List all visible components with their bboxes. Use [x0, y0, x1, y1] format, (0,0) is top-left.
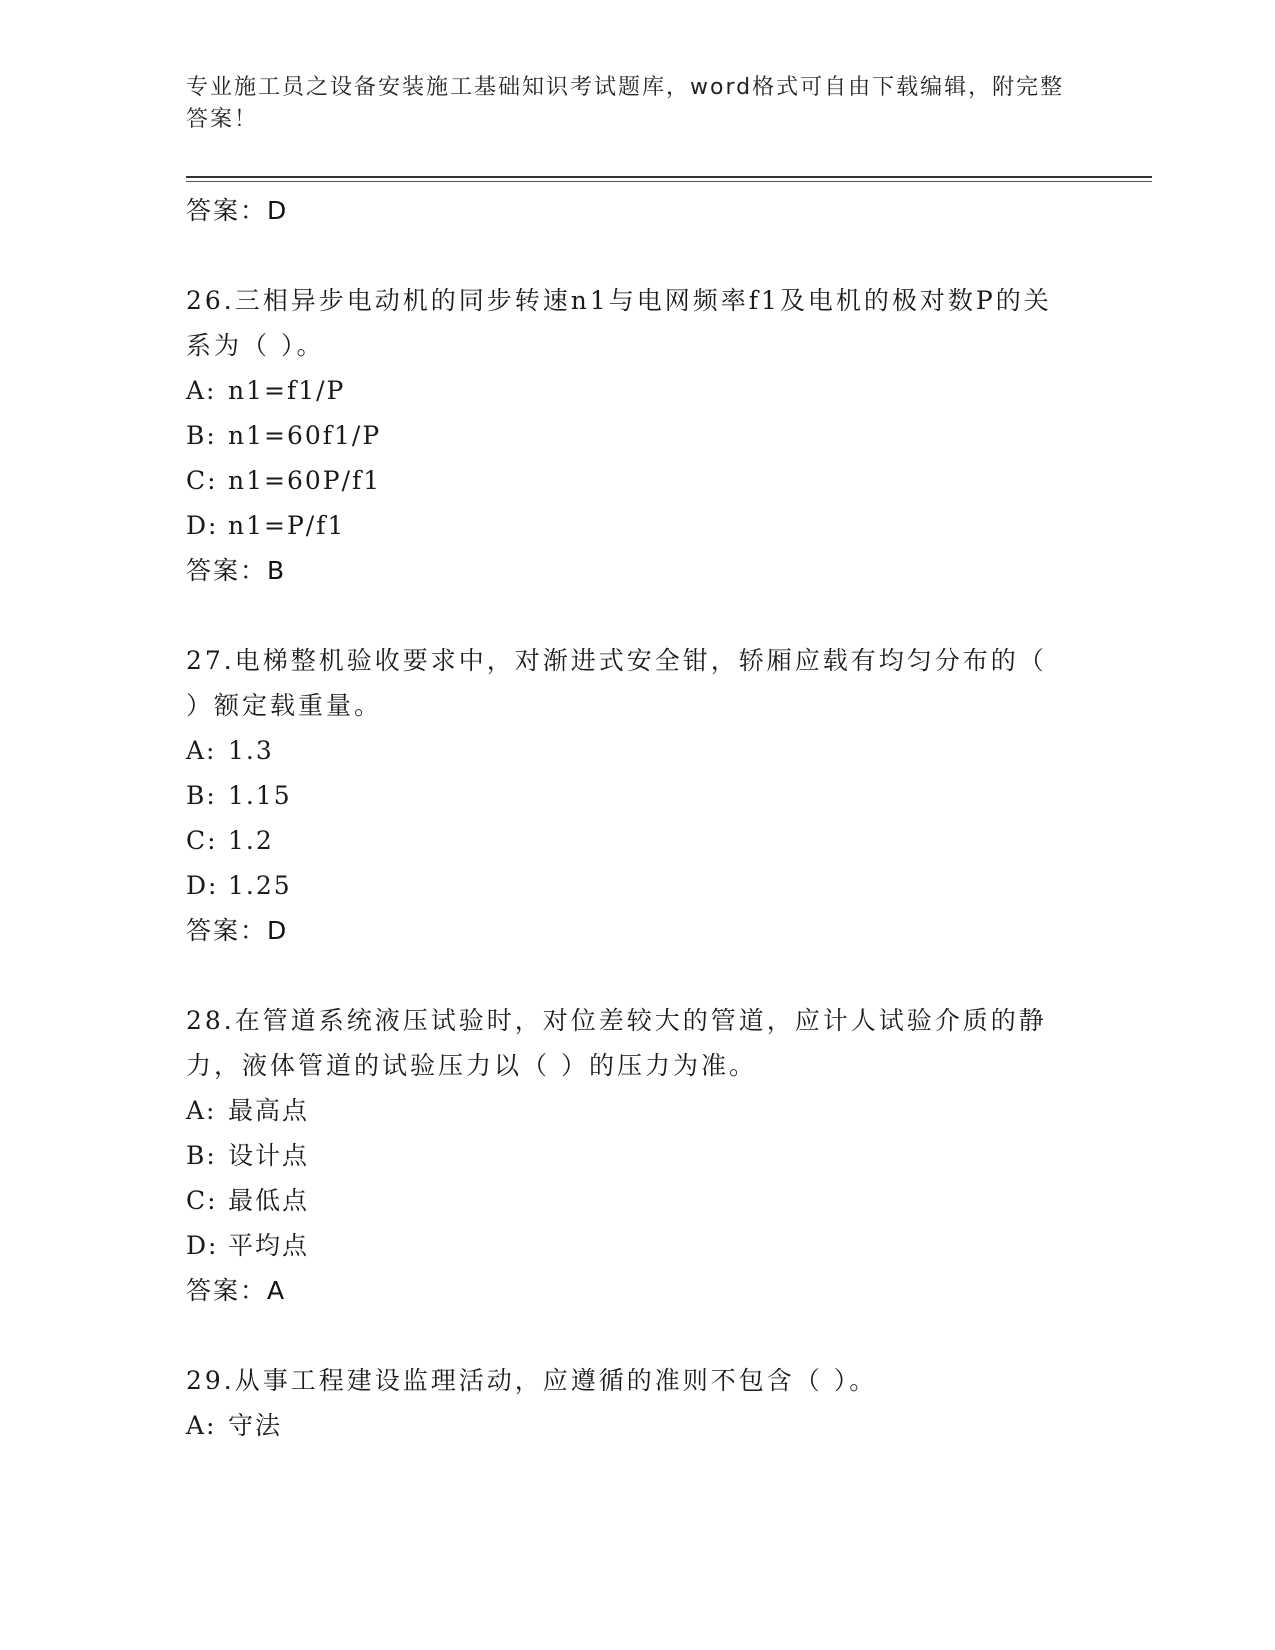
option-letter: D: — [186, 511, 219, 540]
page-header: 专业施工员之设备安装施工基础知识考试题库，word格式可自由下载编辑，附完整答案！ — [186, 75, 1065, 132]
option-letter: B: — [186, 421, 217, 450]
option-text: 1.25 — [228, 871, 292, 900]
question-text: 27.电梯整机验收要求中，对渐进式安全钳，轿厢应载有均匀分布的（ ）额定载重量。 — [186, 646, 1047, 720]
option-letter: A: — [186, 376, 217, 405]
header-divider-thin — [186, 181, 1152, 182]
spacer — [186, 953, 1086, 998]
option-text: 最高点 — [228, 1096, 310, 1125]
option-text: 1.3 — [228, 736, 274, 765]
option-text: 平均点 — [228, 1231, 310, 1260]
answer-option — [186, 863, 1086, 908]
option-letter: A: — [186, 1096, 217, 1125]
option-text: n1=60f1/P — [228, 421, 382, 450]
option-letter: A: — [186, 736, 217, 765]
option-text: n1=P/f1 — [228, 511, 346, 540]
answer-line: 答案：D — [186, 196, 289, 225]
option-text: 设计点 — [228, 1141, 310, 1170]
answer-option — [186, 1088, 1086, 1133]
answer-option — [186, 368, 1086, 413]
answer-option — [186, 503, 1086, 548]
option-text: 1.15 — [228, 781, 292, 810]
question-text: 29.从事工程建设监理活动，应遵循的准则不包含（ ）。 — [186, 1366, 878, 1395]
option-letter: D: — [186, 871, 219, 900]
answer-option — [186, 773, 1086, 818]
option-text: 守法 — [228, 1411, 283, 1440]
option-letter: A: — [186, 1411, 217, 1440]
answer-option — [186, 1178, 1086, 1223]
header-divider — [186, 176, 1152, 178]
option-text: n1=60P/f1 — [228, 466, 382, 495]
question-text: 26.三相异步电动机的同步转速n1与电网频率f1及电机的极对数P的关系为（ ）。 — [186, 286, 1052, 360]
answer-line: 答案：A — [186, 1276, 287, 1305]
answer-line: 答案：B — [186, 556, 287, 585]
question-text: 28.在管道系统液压试验时，对位差较大的管道，应计人试验介质的静力，液体管道的试验压力以（ ）的压力为准。 — [186, 1006, 1047, 1080]
option-letter: B: — [186, 781, 217, 810]
option-text: 1.2 — [228, 826, 274, 855]
option-letter: D: — [186, 1231, 219, 1260]
answer-option — [186, 458, 1086, 503]
option-letter: C: — [186, 1186, 218, 1215]
option-letter: C: — [186, 466, 218, 495]
option-letter: B: — [186, 1141, 217, 1170]
answer-option — [186, 413, 1086, 458]
answer-line: 答案：D — [186, 916, 289, 945]
answer-option — [186, 728, 1086, 773]
answer-option — [186, 1403, 1086, 1448]
option-letter: C: — [186, 826, 218, 855]
answer-option — [186, 818, 1086, 863]
answer-option — [186, 1223, 1086, 1268]
spacer — [186, 233, 1086, 278]
question-list — [186, 188, 1086, 1448]
option-text: n1=f1/P — [228, 376, 346, 405]
answer-option — [186, 1133, 1086, 1178]
spacer — [186, 1313, 1086, 1358]
option-text: 最低点 — [228, 1186, 310, 1215]
spacer — [186, 593, 1086, 638]
